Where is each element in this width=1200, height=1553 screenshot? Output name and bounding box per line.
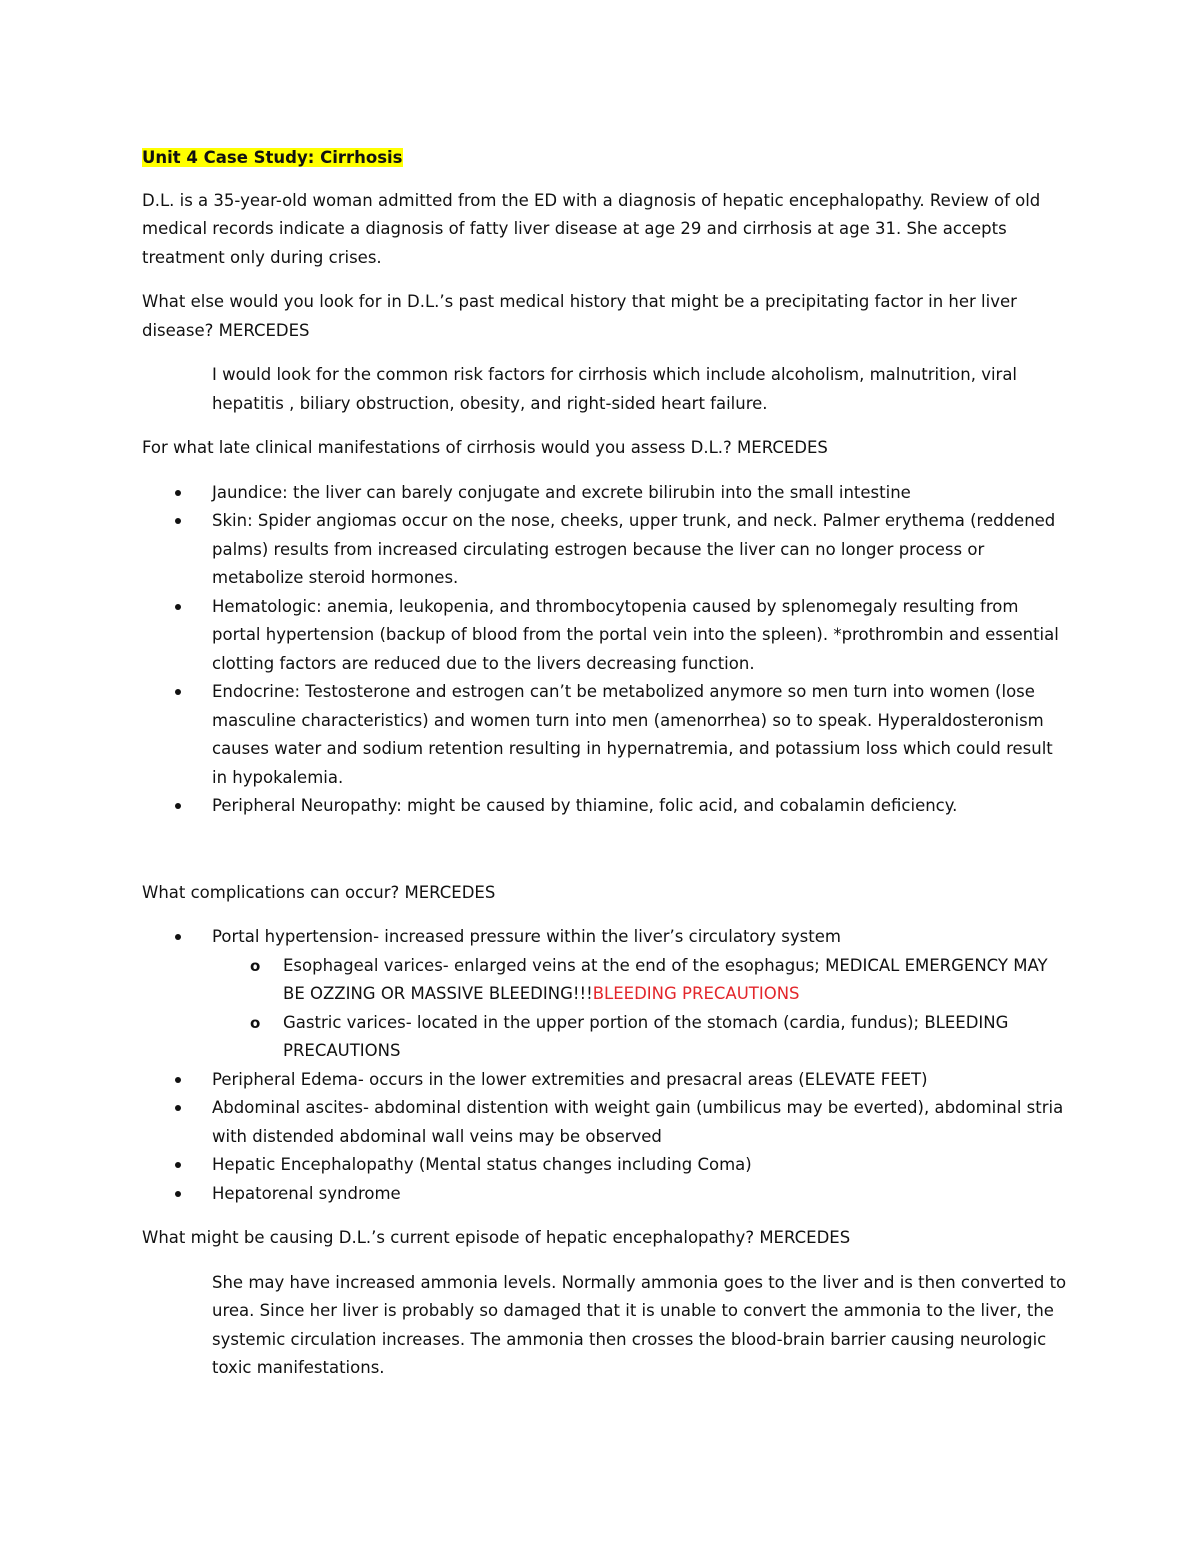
list-item: Peripheral Edema- occurs in the lower extremities and presacral areas (ELEVATE FEET) — [142, 1066, 1072, 1095]
answer-1: I would look for the common risk factors for cirrhosis which include alcoholism, malnutrition, viral hepatitis , biliary obstruction, obesity, and right-sided heart failure. — [212, 365, 1018, 413]
document-body — [142, 144, 1072, 1399]
list-item: Hematologic: anemia, leukopenia, and thrombocytopenia caused by splenomegaly resulting from portal hypertension (backup of blood from the portal vein into the spleen). *prothrombin and essential clotting factors are reduced due to the livers decreasing function. — [142, 593, 1072, 679]
question-2: For what late clinical manifestations of cirrhosis would you assess D.L.? MERCEDES — [142, 438, 828, 457]
bleeding-precautions-alert: BLEEDING PRECAUTIONS — [592, 984, 800, 1003]
list-item — [142, 923, 1072, 1066]
list-item: Hepatorenal syndrome — [142, 1180, 1072, 1209]
blank-line — [142, 821, 1072, 879]
list-item: Peripheral Neuropathy: might be caused by thiamine, folic acid, and cobalamin deficiency. — [142, 792, 1072, 821]
question-4: What might be causing D.L.’s current episode of hepatic encephalopathy? MERCEDES — [142, 1228, 851, 1247]
sublist-item — [142, 952, 1072, 1009]
list-item: Hepatic Encephalopathy (Mental status changes including Coma) — [142, 1151, 1072, 1180]
question-3: What complications can occur? MERCEDES — [142, 882, 496, 902]
list-item-text: Portal hypertension- increased pressure within the liver’s circulatory system — [212, 927, 841, 946]
list-item: Skin: Spider angiomas occur on the nose, cheeks, upper trunk, and neck. Palmer erythema (reddened palms) results from increased circulating estrogen because the liver can no longer process or metabolize steroid hormones. — [142, 507, 1072, 593]
intro-paragraph: D.L. is a 35-year-old woman admitted from the ED with a diagnosis of hepatic encephalopathy. Review of old medical records indicate a diagnosis of fatty liver disease at age 29 and cirrhosis at age 31. She accepts treatment only during crises. — [142, 190, 1041, 267]
answer-4: She may have increased ammonia levels. Normally ammonia goes to the liver and is then converted to urea. Since her liver is probably so damaged that it is unable to convert the ammonia to the liver, the systemic circulation increases. The ammonia then crosses the blood-brain barrier causing neurologic toxic manifestations. — [212, 1272, 1067, 1377]
sublist — [212, 952, 1072, 1066]
document-title: Unit 4 Case Study: Cirrhosis — [142, 148, 403, 167]
sublist-item: o Gastric varices- located in the upper portion of the stomach (cardia, fundus); BLEEDING PRECAUTIONS — [142, 1009, 1072, 1066]
sublist-item-text: Esophageal varices- enlarged veins at the end of the esophagus; MEDICAL EMERGENCY MAY BE OZZING OR MASSIVE BLEEDING!!! — [283, 955, 1048, 1003]
complications-list — [142, 923, 1072, 1208]
list-item: Endocrine: Testosterone and estrogen can’t be metabolized anymore so men turn into women (lose masculine characteristics) and women turn into men (amenorrhea) so to speak. Hyperaldosteronism causes water and sodium retention resulting in hypernatremia, and potassium loss which could result in hypokalemia. — [142, 678, 1072, 792]
list-item: Abdominal ascites- abdominal distention with weight gain (umbilicus may be everted), abdominal stria with distended abdominal wall veins may be observed — [142, 1094, 1072, 1151]
question-1: What else would you look for in D.L.’s past medical history that might be a precipitating factor in her liver disease? MERCEDES — [142, 292, 1017, 340]
manifestations-list — [142, 479, 1072, 821]
list-item: Jaundice: the liver can barely conjugate and excrete bilirubin into the small intestine — [142, 479, 1072, 508]
